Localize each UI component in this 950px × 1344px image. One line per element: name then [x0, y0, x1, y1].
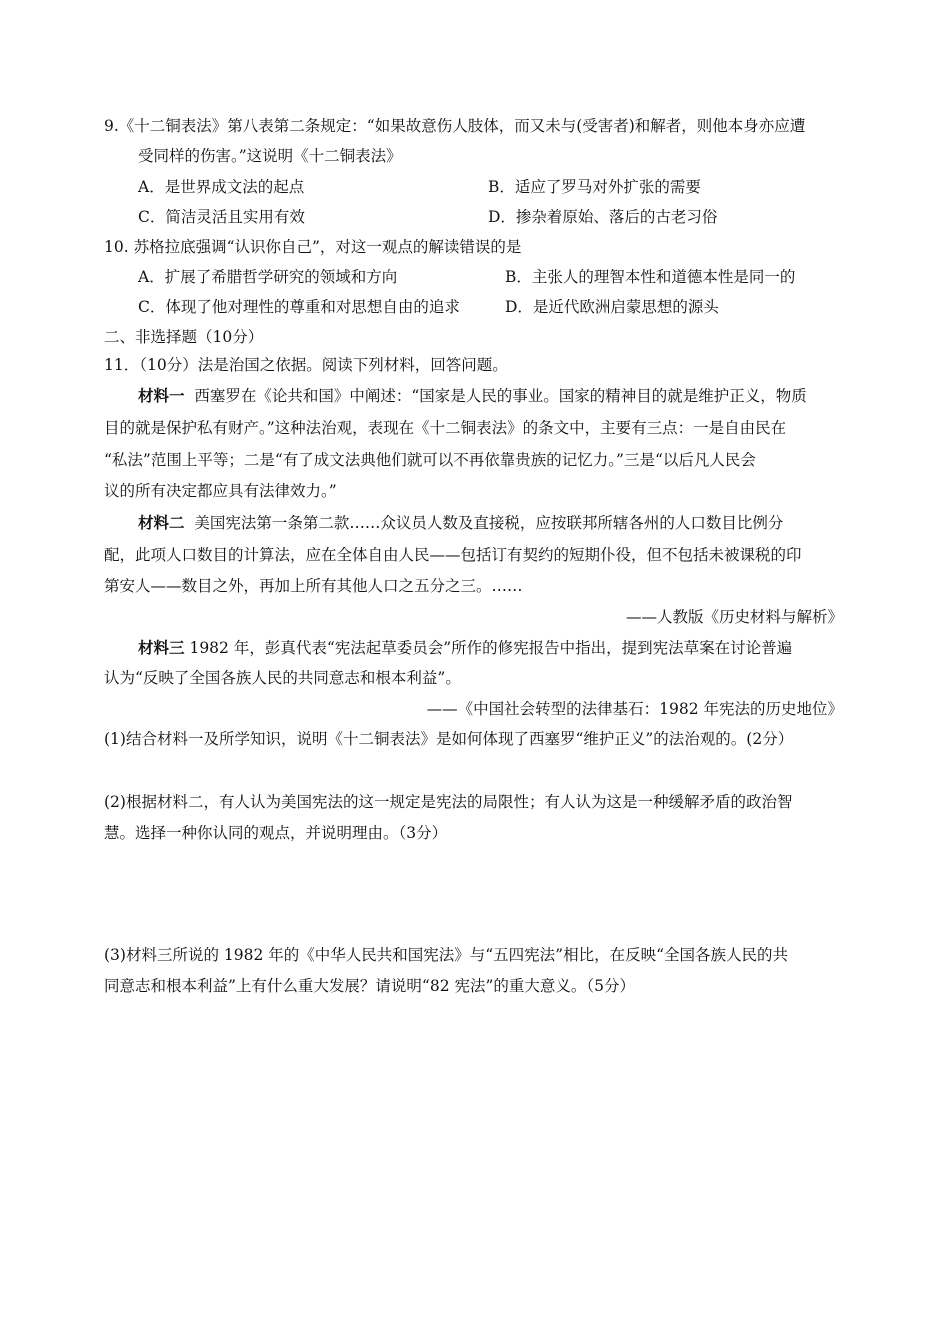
- material-3-text: 1982 年，彭真代表“宪法起草委员会”所作的修宪报告中指出，提到宪法草案在讨论普遍: [189, 639, 793, 657]
- sub-question-3-line2: 同意志和根本利益”上有什么重大发展？请说明“82 宪法”的重大意义。（5分）: [104, 977, 636, 995]
- q9-stem-line1: 9.《十二铜表法》第八表第二条规定：“如果故意伤人肢体，而又未与(受害者)和解者，则他本身亦应遭: [104, 117, 806, 135]
- q9-option-a: A．是世界成文法的起点: [138, 178, 305, 196]
- material-2-text: 美国宪法第一条第二款……众议员人数及直接税，应按联邦所辖各州的人口数目比例分: [194, 514, 784, 532]
- sub-question-1: (1)结合材料一及所学知识，说明《十二铜表法》是如何体现了西塞罗“维护正义”的法治观的。(2分）: [104, 730, 794, 748]
- material-1-text: 西塞罗在《论共和国》中阐述：“国家是人民的事业。国家的精神目的就是维护正义，物质: [194, 387, 807, 405]
- material-1-label: 材料一: [138, 386, 185, 405]
- material-1-line2: 目的就是保护私有财产。”这种法治观，表现在《十二铜表法》的条文中，主要有三点：一是自由民在: [104, 419, 787, 437]
- q9-option-b: B．适应了罗马对外扩张的需要: [488, 178, 701, 196]
- material-3-source: ——《中国社会转型的法律基石：1982 年宪法的历史地位》: [426, 700, 843, 718]
- material-2-line1: [138, 513, 783, 533]
- q10-option-c: C．体现了他对理性的尊重和对思想自由的追求: [138, 298, 460, 316]
- material-1-line3: “私法”范围上平等；二是“有了成文法典他们就可以不再依靠贵族的记忆力。”三是“以后凡人民会: [104, 451, 756, 469]
- sub-question-2-line1: (2)根据材料二，有人认为美国宪法的这一规定是宪法的局限性；有人认为这是一种缓解矛盾的政治智: [104, 793, 793, 811]
- q11-stem: 11．（10分）法是治国之依据。阅读下列材料，回答问题。: [104, 356, 508, 374]
- sub-question-2-line2: 慧。选择一种你认同的观点，并说明理由。（3分）: [104, 824, 448, 842]
- q10-option-b: B．主张人的理智本性和道德本性是同一的: [505, 268, 796, 286]
- material-2-source: ——人教版《历史材料与解析》: [625, 608, 843, 626]
- q10-option-a: A．扩展了希腊哲学研究的领域和方向: [138, 268, 398, 286]
- q10-stem: 10. 苏格拉底强调“认识你自己”，对这一观点的解读错误的是: [104, 238, 522, 256]
- q9-option-c: C．简洁灵活且实用有效: [138, 208, 305, 226]
- section-heading: 二、非选择题（10分）: [104, 328, 264, 346]
- q9-option-d: D．掺杂着原始、落后的古老习俗: [488, 208, 718, 226]
- material-3-line1: [138, 638, 792, 658]
- material-2-label: 材料二: [138, 513, 185, 532]
- material-2-line2: 配，此项人口数目的计算法，应在全体自由人民——包括订有契约的短期仆役，但不包括未被课税的印: [104, 546, 802, 564]
- material-1-line1: [138, 386, 807, 406]
- sub-question-3-line1: (3)材料三所说的 1982 年的《中华人民共和国宪法》与“五四宪法”相比，在反映“全国各族人民的共: [104, 946, 789, 964]
- material-3-line2: 认为“反映了全国各族人民的共同意志和根本利益”。: [104, 669, 461, 687]
- material-2-line3: 第安人——数目之外，再加上所有其他人口之五分之三。……: [104, 577, 523, 595]
- q9-stem-line2: 受同样的伤害。”这说明《十二铜表法》: [138, 147, 402, 165]
- material-3-label: 材料三: [138, 638, 185, 657]
- q10-option-d: D．是近代欧洲启蒙思想的源头: [505, 298, 719, 316]
- material-1-line4: 议的所有决定都应具有法律效力。”: [104, 482, 337, 500]
